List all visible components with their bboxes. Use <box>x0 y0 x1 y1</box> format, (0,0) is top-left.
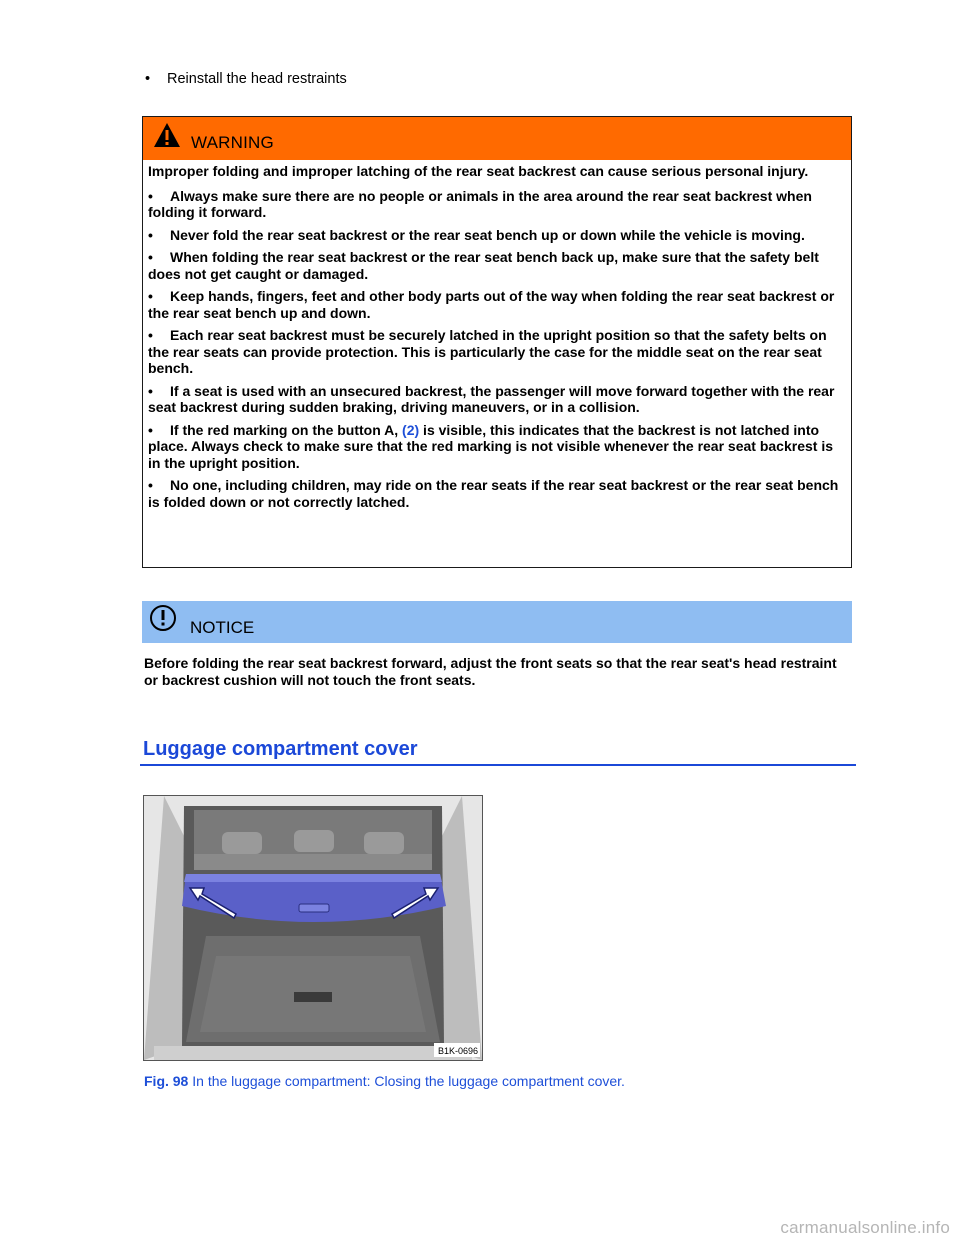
warning-header <box>143 117 851 160</box>
figure-code: B1K-0696 <box>437 1046 478 1056</box>
figure-luggage-cover <box>143 795 483 1061</box>
section-divider <box>140 764 856 766</box>
notice-header <box>142 601 852 643</box>
notice-body: Before folding the rear seat backrest forward, adjust the front seats so that the rear seat's head restraint or backrest cushion will not touch the front seats. <box>144 655 837 688</box>
warning-list <box>148 188 846 511</box>
warning-body <box>143 160 851 510</box>
warning-item: • When folding the rear seat backrest or the rear seat bench back up, make sure that the safety belt does not get caught or damaged. <box>148 249 819 282</box>
reinstall-bullet <box>145 71 347 87</box>
figure-reference-link[interactable]: (2) <box>402 421 420 438</box>
warning-item: • Never fold the rear seat backrest or the rear seat bench up or down while the vehicle is moving. <box>148 226 805 243</box>
figure-number: Fig. 98 <box>144 1073 189 1089</box>
watermark: carmanualsonline.info <box>780 1218 950 1237</box>
warning-box <box>142 116 852 568</box>
warning-item: • If the red marking on the button A, (2) is visible, this indicates that the backrest is not latched into place. Always check to make sure that the red marking is not visible whenever the rear seat backrest is in the upright position. <box>148 421 833 471</box>
warning-item: • Keep hands, fingers, feet and other body parts out of the way when folding the rear seat backrest or the rear seat bench up and down. <box>148 288 835 321</box>
warning-triangle-icon <box>153 122 181 148</box>
notice-exclamation-icon <box>148 603 178 633</box>
warning-item: • No one, including children, may ride on the rear seats if the rear seat backrest or the rear seat bench is folded down or not correctly latched. <box>148 477 839 510</box>
bullet-icon: • <box>145 71 151 87</box>
warning-item: • Each rear seat backrest must be securely latched in the upright position so that the safety belts on the rear seats can provide protection. This is particularly the case for the middle seat on the rear seat bench. <box>148 327 827 376</box>
notice-title: NOTICE <box>190 618 255 637</box>
warning-intro: Improper folding and improper latching of the rear seat backrest can cause serious personal injury. <box>148 163 809 179</box>
warning-item: • If a seat is used with an unsecured backrest, the passenger will move forward together with the rear seat backrest during sudden braking, driving maneuvers, or in a collision. <box>148 382 835 415</box>
reinstall-text: Reinstall the head restraints <box>167 71 347 87</box>
warning-item: • Always make sure there are no people or animals in the area around the rear seat backrest when folding it forward. <box>148 187 812 220</box>
figure-caption-text: In the luggage compartment: Closing the luggage compartment cover. <box>188 1073 625 1089</box>
luggage-compartment-illustration <box>144 796 482 1060</box>
figure-caption <box>144 1073 625 1089</box>
warning-title: WARNING <box>191 133 274 152</box>
section-heading: Luggage compartment cover <box>143 738 418 760</box>
